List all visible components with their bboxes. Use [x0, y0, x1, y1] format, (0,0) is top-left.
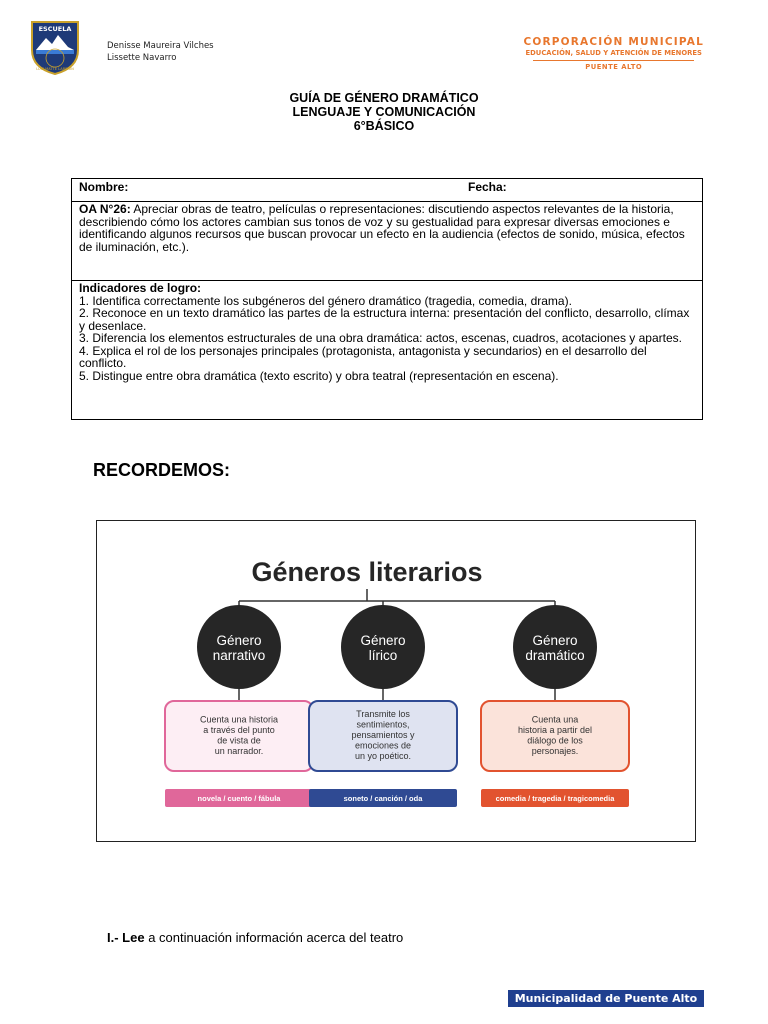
genre-name: narrativo	[212, 648, 266, 663]
objective-label: OA N°26:	[79, 202, 131, 216]
indicators-label: Indicadores de logro:	[79, 281, 202, 295]
instruction-rest: a continuación información acerca del teatro	[144, 930, 404, 945]
indicator-item: 1. Identifica correctamente los subgéneros del género dramático (tragedia, comedia, drama).	[79, 293, 572, 308]
grade-title: 6°BÁSICO	[353, 119, 415, 133]
genre-description: Cuenta una historia	[199, 714, 279, 725]
indicator-item: 2. Reconoce en un texto dramático las partes de la estructura interna: presentación del conflicto, desarrollo, clímax y desenlace.	[79, 306, 690, 333]
school-logo-name: ESCUELA	[38, 25, 72, 33]
genre-description: Transmite los	[356, 709, 410, 719]
genre-description: sentimientos,	[356, 719, 410, 730]
indicator-item: 3. Diferencia los elementos estructurales de una obra dramática: actos, escenas, cuadros, acotaciones y apartes.	[79, 331, 682, 345]
info-table	[71, 178, 703, 420]
indicators-row	[72, 281, 702, 419]
genre-column	[481, 605, 629, 807]
author-2: Lissette Navarro	[107, 53, 177, 63]
genre-name: Género	[216, 633, 262, 648]
infographic-title: Géneros literarios	[251, 557, 483, 587]
instruction-text	[107, 930, 403, 945]
genre-description: historia a partir del	[517, 725, 593, 735]
genre-description: pensamientos y	[351, 730, 415, 740]
recordemos-heading: RECORDEMOS:	[93, 460, 231, 480]
genre-description: un yo poético.	[354, 751, 412, 761]
school-logo-motto: LUIS MATTE LARRAÍN	[36, 67, 74, 71]
indicator-item: 4. Explica el rol de los personajes principales (protagonista, antagonista y secundarios) en el desarrollo del conflicto.	[79, 343, 647, 370]
genre-description: personajes.	[531, 746, 579, 756]
genre-description: de vista de	[217, 735, 261, 746]
genre-columns	[165, 605, 629, 807]
genres-diagram	[97, 521, 697, 843]
genre-name: lírico	[368, 648, 398, 663]
genre-name: Género	[532, 633, 578, 648]
objective-row	[72, 202, 702, 281]
indicator-item: 5. Distingue entre obra dramática (texto escrito) y obra teatral (representación en escena).	[79, 368, 559, 383]
corporation-divider	[533, 60, 694, 61]
corporation-name: CORPORACIÓN MUNICIPAL	[523, 36, 704, 48]
genre-name: Género	[360, 633, 406, 648]
corporation-city: PUENTE ALTO	[585, 63, 643, 71]
genre-name: dramático	[525, 648, 585, 663]
document-titles	[0, 91, 768, 133]
literary-genres-infographic	[96, 520, 696, 842]
instruction-bold: I.- Lee	[107, 930, 145, 945]
name-date-row	[72, 179, 702, 202]
footer-municipality-badge: Municipalidad de Puente Alto	[508, 990, 704, 1007]
date-label: Fecha:	[468, 180, 507, 194]
author-1: Denisse Maureira Vilches	[107, 41, 214, 51]
genre-description: un narrador.	[214, 746, 264, 756]
corporation-subtitle: EDUCACIÓN, SALUD Y ATENCIÓN DE MENORES	[525, 49, 702, 57]
subject-title: LENGUAJE Y COMUNICACIÓN	[292, 105, 476, 119]
name-label: Nombre:	[79, 180, 129, 194]
genre-column	[309, 605, 457, 807]
genre-examples: soneto / canción / oda	[343, 794, 423, 803]
genre-examples: comedia / tragedia / tragicomedia	[495, 794, 615, 803]
genre-column	[165, 605, 313, 807]
genre-description: Cuenta una	[531, 714, 579, 725]
genre-description: diálogo de los	[527, 735, 583, 746]
school-logo	[30, 20, 80, 76]
objective-text: Apreciar obras de teatro, películas o representaciones: discutiendo aspectos relevantes de la historia, describiendo cómo los actores cambian sus tonos de voz y su gestualidad para expresar diversas emociones e identificando algunos recursos que buscan provocar un efecto en la audiencia (efectos de sonido, música, efectos de iluminación, etc.).	[79, 202, 685, 254]
corporation-logo	[523, 36, 704, 71]
authors	[107, 40, 214, 64]
guide-title: GUÍA DE GÉNERO DRAMÁTICO	[289, 91, 479, 105]
genre-examples: novela / cuento / fábula	[197, 794, 281, 803]
genre-description: emociones de	[354, 740, 412, 751]
genre-description: a través del punto	[203, 725, 275, 735]
